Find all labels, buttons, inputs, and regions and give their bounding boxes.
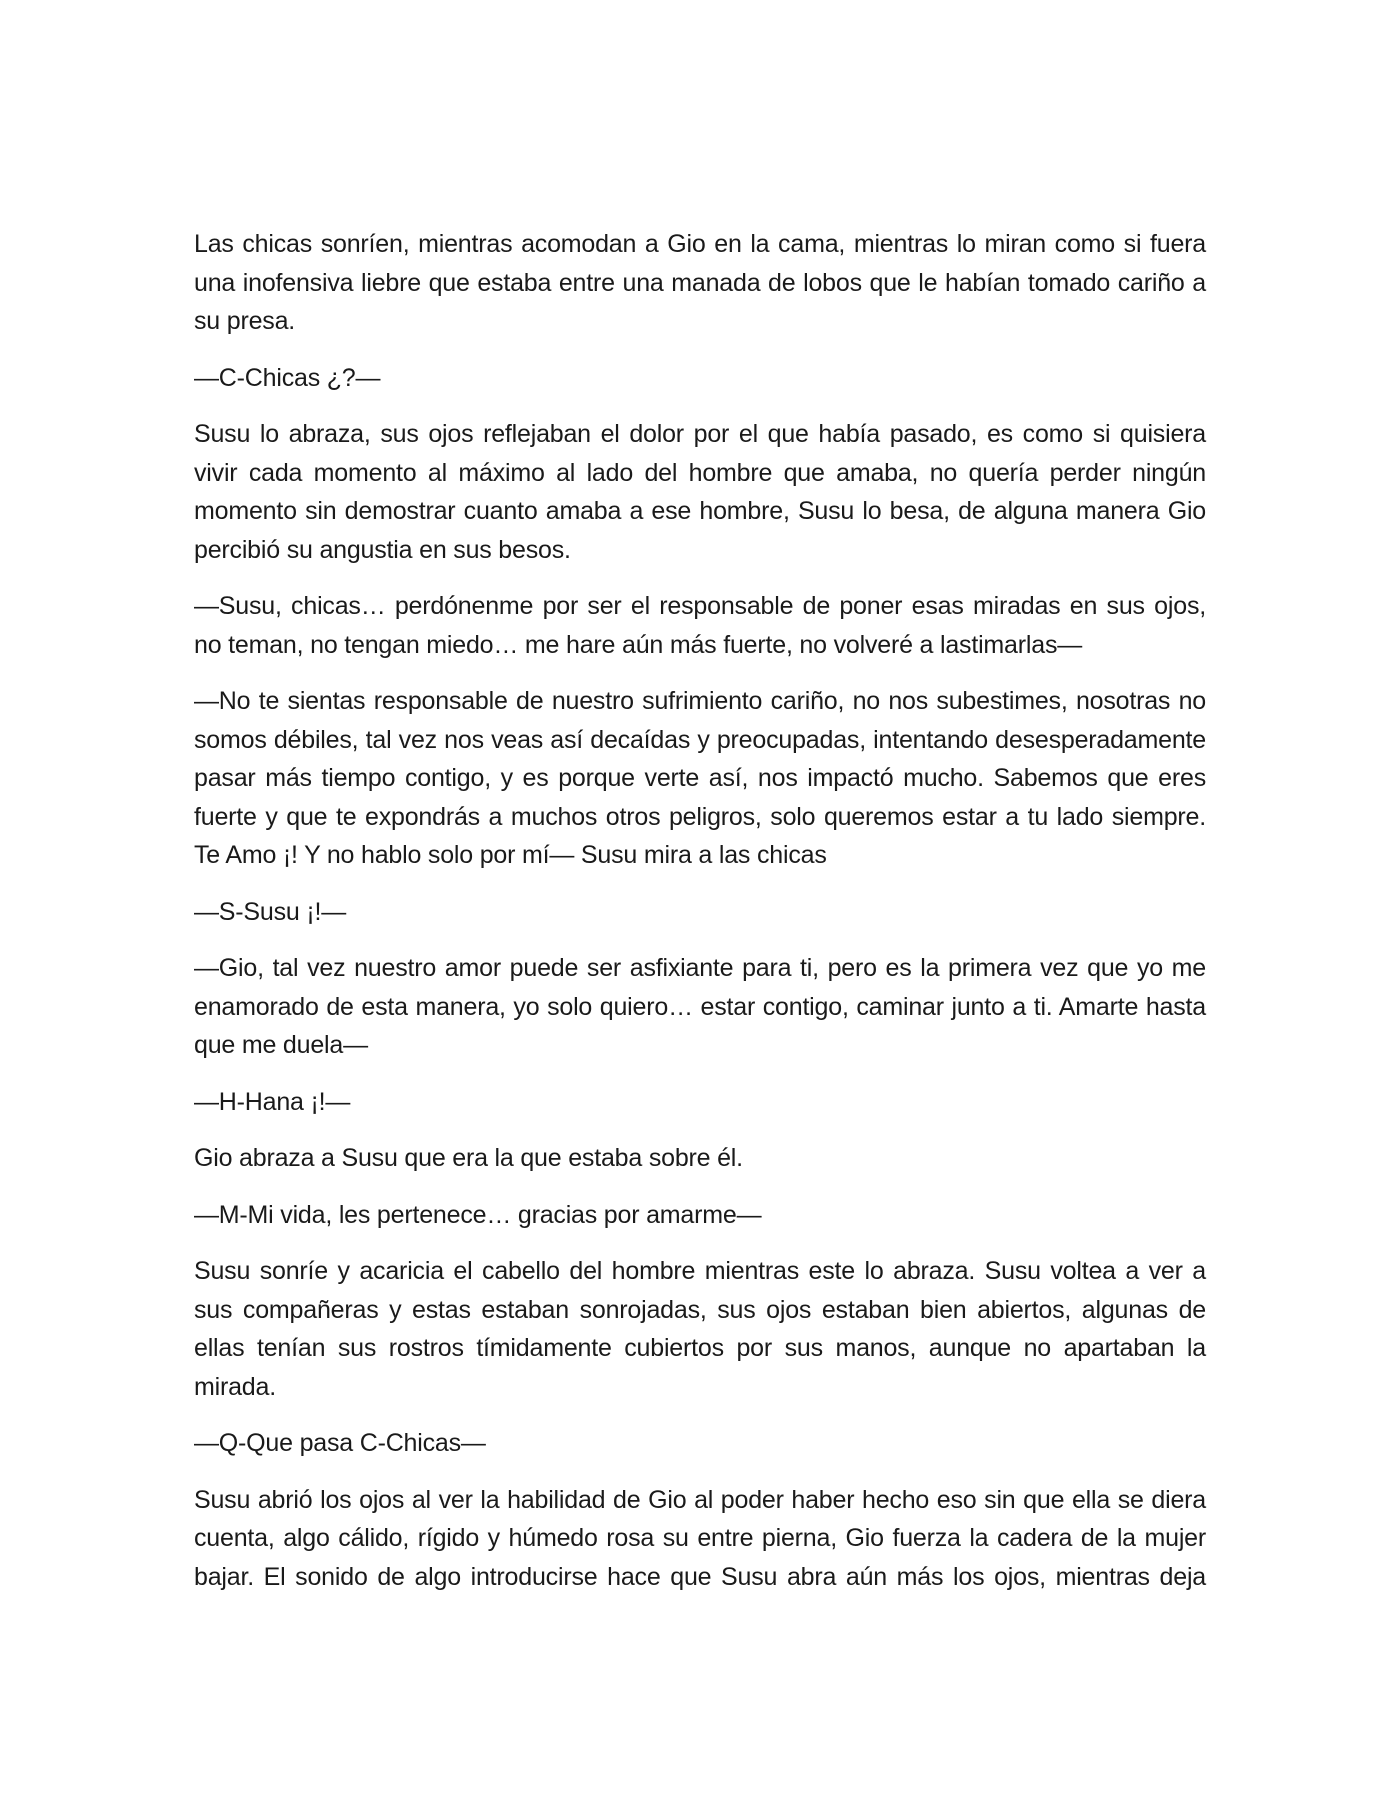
paragraph-8: —H-Hana ¡!— [194, 1087, 351, 1116]
paragraph-12: —Q-Que pasa C-Chicas— [194, 1429, 486, 1457]
paragraph-4: —Susu, chicas… perdónenme por ser el responsable de poner esas miradas en sus ojos, no teman, no tengan miedo… me hare aún más fuerte, no volveré a lastimarlas— [194, 592, 1206, 659]
paragraph-13: Susu abrió los ojos al ver la habilidad de Gio al poder haber hecho eso sin que ella se diera cuenta, algo cálido, rígido y húmedo rosa su entre pierna, Gio fuerza la cadera de la mujer bajar. El sonido de algo introducirse hace que Susu abra aún más los ojos, mientras deja [194, 1485, 1206, 1591]
paragraph-3: Susu lo abraza, sus ojos reflejaban el dolor por el que había pasado, es como si quisiera vivir cada momento al máximo al lado del hombre que amaba, no quería perder ningún momento sin demostrar cuanto amaba a ese hombre, Susu lo besa, de alguna manera Gio percibió su angustia en sus besos. [194, 420, 1206, 564]
paragraph-9: Gio abraza a Susu que era la que estaba sobre él. [194, 1144, 743, 1172]
paragraph-7: —Gio, tal vez nuestro amor puede ser asfixiante para ti, pero es la primera vez que yo me enamorado de esta manera, yo solo quiero… estar contigo, caminar junto a ti. Amarte hasta que me duela— [194, 954, 1206, 1059]
document-body [194, 225, 1206, 1596]
paragraph-2: —C-Chicas ¿?— [194, 363, 381, 392]
paragraph-11: Susu sonríe y acaricia el cabello del hombre mientras este lo abraza. Susu voltea a ver a sus compañeras y estas estaban sonrojadas, sus ojos estaban bien abiertos, algunas de ellas tenían sus rostros tímidamente cubiertos por sus manos, aunque no apartaban la mirada. [194, 1257, 1206, 1401]
paragraph-10: —M-Mi vida, les pertenece… gracias por amarme— [194, 1200, 762, 1229]
paragraph-1: Las chicas sonríen, mientras acomodan a Gio en la cama, mientras lo miran como si fuera una inofensiva liebre que estaba entre una manada de lobos que le habían tomado cariño a su presa. [194, 230, 1206, 335]
paragraph-6: —S-Susu ¡!— [194, 897, 346, 926]
paragraph-5: —No te sientas responsable de nuestro sufrimiento cariño, no nos subestimes, nosotras no somos débiles, tal vez nos veas así decaídas y preocupadas, intentando desesperadamente pasar más tiempo contigo, y es porque verte así, nos impactó mucho. Sabemos que eres fuerte y que te expondrás a muchos otros peligros, solo queremos estar a tu lado siempre. Te Amo ¡! Y no hablo solo por mí— Susu mira a las chicas [194, 687, 1206, 869]
